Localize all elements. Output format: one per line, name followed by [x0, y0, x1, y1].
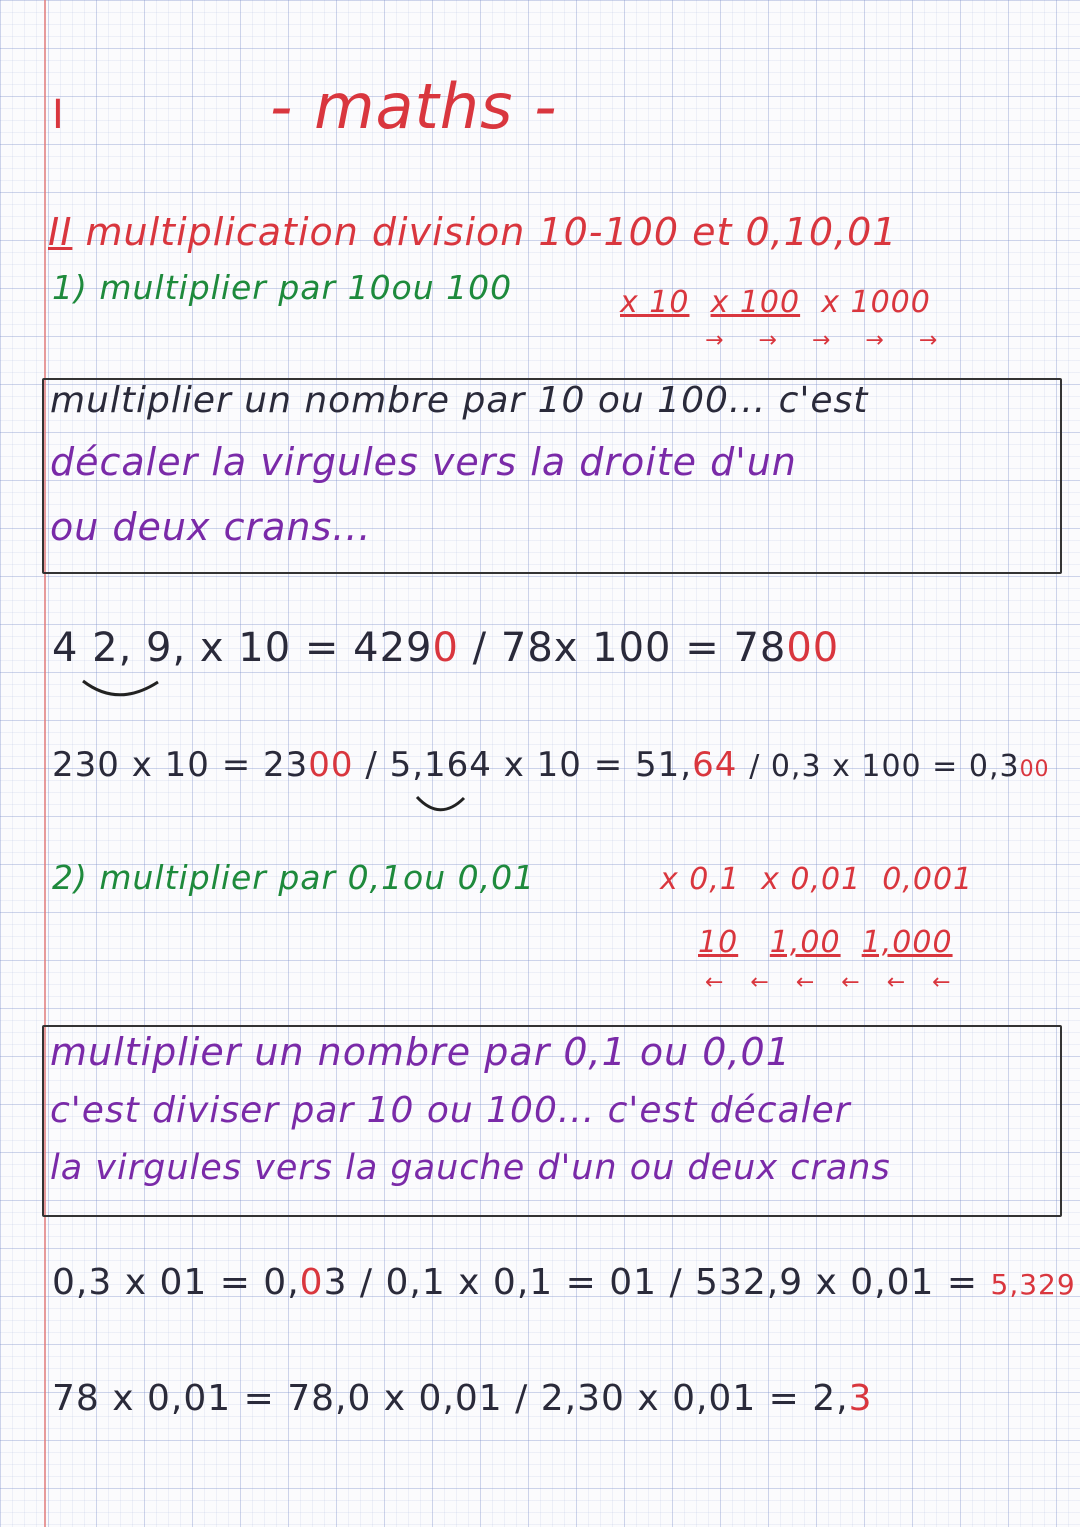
- margin-line: [44, 0, 46, 1527]
- page-title-text: maths: [314, 70, 514, 143]
- part1-heading: [52, 268, 512, 307]
- example-1b: / 78x 100 = 78: [472, 625, 787, 671]
- example-2-row: [52, 745, 1050, 785]
- title-dash-left: -: [270, 70, 315, 143]
- divisor-1-000: 1,000: [861, 925, 953, 960]
- example-3-row: [52, 1262, 1076, 1303]
- example-3c-red: 5,329: [990, 1268, 1076, 1301]
- example-4-row: [52, 1378, 873, 1419]
- example-3a-red: 0: [299, 1262, 324, 1303]
- part1-heading-text: 1) multiplier par 10ou 100: [52, 268, 513, 307]
- page-title: [270, 70, 557, 143]
- rule2-line-1-text: multiplier un nombre par 0,1 ou 0,01: [50, 1030, 791, 1074]
- rule2-line-3: la virgules vers la gauche d'un ou deux crans: [50, 1148, 891, 1188]
- example-1a: 4 2, 9, x 10 = 429: [52, 625, 433, 671]
- example-2b: / 5,164 x 10 = 51,: [365, 745, 693, 785]
- example-3a: 0,3 x 01 = 0,: [52, 1262, 300, 1303]
- part2-heading-text: 2) multiplier par: [52, 858, 337, 897]
- part2-factors: [660, 862, 973, 897]
- example-2b-red: 64: [692, 745, 738, 785]
- right-arrows: → → → → →: [705, 328, 952, 353]
- factor-x0-1: x 0,1: [660, 862, 740, 897]
- example-3b: 3 / 0,1 x 0,1 = 01 / 532,9 x 0,01 =: [323, 1262, 979, 1303]
- example-4a-red: 3: [848, 1378, 873, 1419]
- comma-shift-arrow-2: [412, 792, 472, 822]
- example-4a: 78 x 0,01 = 78,0 x 0,01 / 2,30 x 0,01 = 2,: [52, 1378, 849, 1419]
- factor-x100: x 100: [710, 285, 801, 320]
- section-heading-text: multiplication division 10-100 et 0,10,01: [85, 210, 898, 254]
- example-2a-red: 00: [308, 745, 354, 785]
- factor-x1000: x 1000: [821, 285, 931, 320]
- example-1-row: [52, 625, 839, 671]
- part1-factors: [620, 285, 931, 320]
- divisor-1-00: 1,00: [769, 925, 841, 960]
- rule1-line-3: ou deux crans...: [50, 505, 372, 549]
- factor-0-001: 0,001: [882, 862, 974, 897]
- left-arrows: ← ← ← ← ← ←: [705, 970, 961, 995]
- example-2a: 230 x 10 = 23: [52, 745, 309, 785]
- comma-shift-arrow-1: [78, 676, 168, 706]
- rule1-line-1: multiplier un nombre par 10 ou 100... c'est: [50, 380, 869, 421]
- factor-x0-01: x 0,01: [761, 862, 862, 897]
- page-mark: I: [52, 92, 65, 138]
- section-numeral: II: [48, 210, 73, 254]
- title-dash-right: -: [513, 70, 558, 143]
- factor-x10: x 10: [620, 285, 690, 320]
- example-1b-red: 00: [786, 625, 840, 671]
- part2-heading-values: 0,1ou 0,01: [347, 858, 536, 897]
- example-2c-red: 00: [1019, 757, 1050, 782]
- example-1a-red: 0: [432, 625, 459, 671]
- part2-heading: [52, 858, 535, 897]
- rule2-line-1: [50, 1030, 791, 1074]
- part2-divisors: [698, 925, 953, 960]
- example-2c: / 0,3 x 100 = 0,3: [749, 749, 1020, 784]
- rule1-line-2: décaler la virgules vers la droite d'un: [50, 440, 797, 484]
- divisor-10: 10: [698, 925, 739, 960]
- section-heading: [48, 210, 897, 254]
- rule2-line-2: c'est diviser par 10 ou 100... c'est décaler: [50, 1090, 851, 1131]
